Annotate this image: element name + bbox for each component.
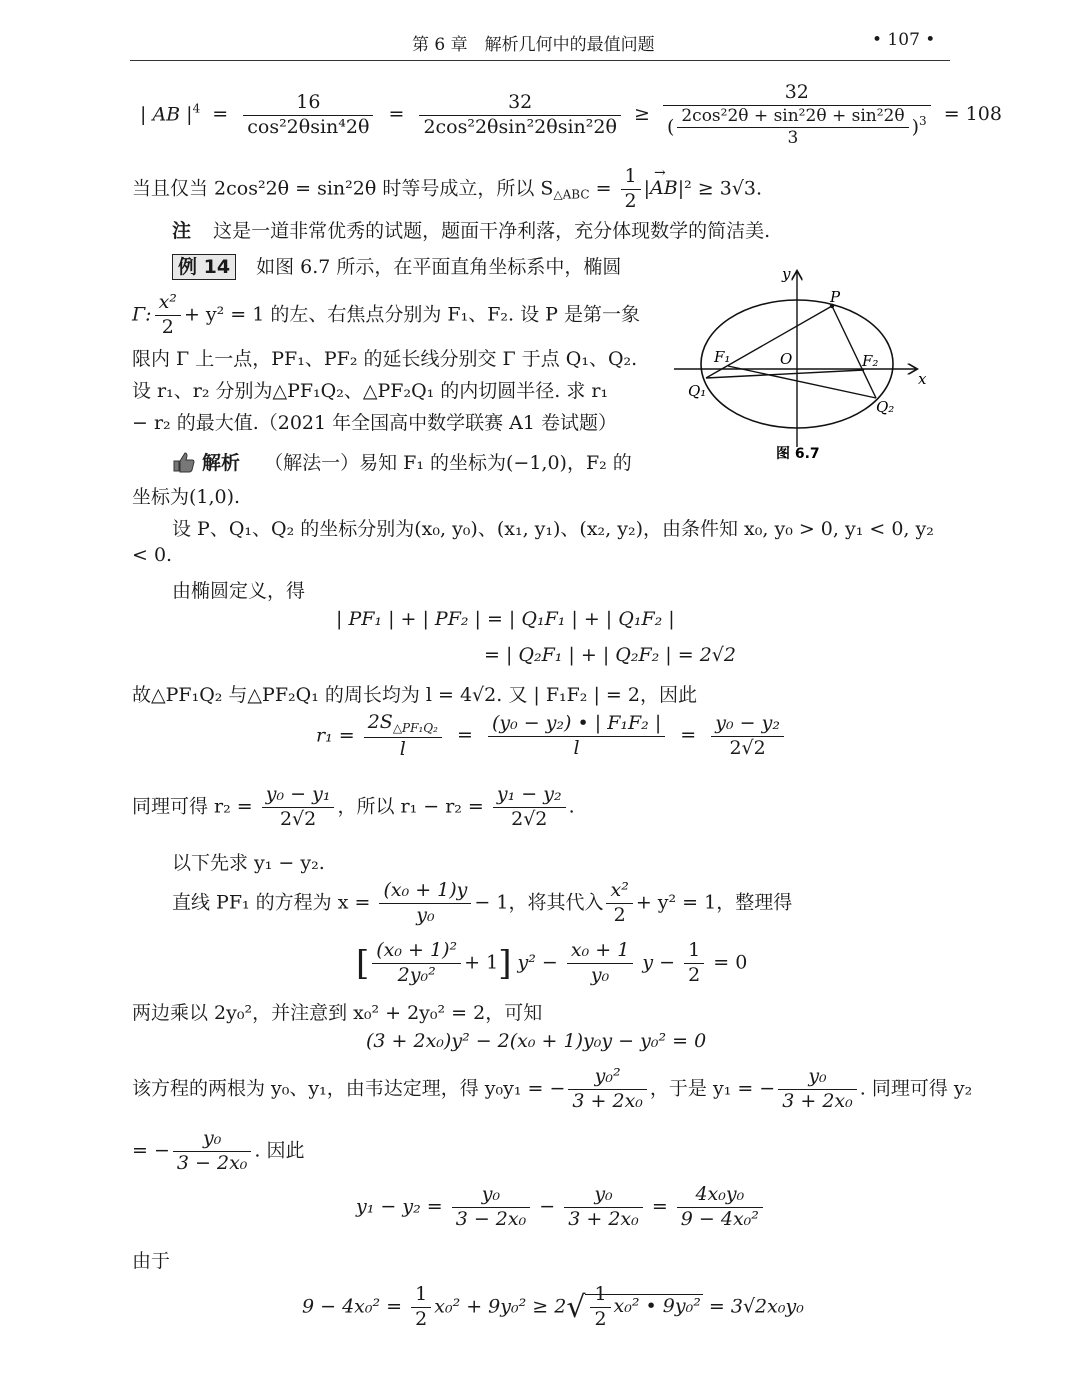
solution-line-2: 坐标为(1,0). — [132, 486, 241, 508]
eq-lhs: | AB | — [140, 103, 193, 126]
para-coordinates-cont: < 0. — [132, 544, 173, 566]
example-line-2: Γ: $\frac{\text{x²}}{2}$ + y² = 1 的左、右焦点分别为 F₁、F₂. 设 P 是第一象 — [132, 291, 640, 338]
line-q1f2 — [706, 370, 864, 378]
para-y2: = − $\frac{\text{y₀}}{\text{3 − 2x₀}}$ . 因此 — [132, 1127, 305, 1174]
example-label: 例 14 — [172, 254, 236, 280]
para-since: 由于 — [132, 1250, 171, 1272]
equation-ab4: | AB $|^4$ = $\frac{16}{\text{cos²2θsin⁴2θ}}$ = $\frac{32}{\text{2cos²2θsin²2θsin²2θ}}$ ≥ 32 ( $\frac{\text{2cos²2θ + sin²2θ + sin²2θ}}{3}$ )$^3$ = 108 — [140, 81, 1002, 149]
para-multiply: 两边乘以 2y₀²，并注意到 x₀² + 2y₀² = 2，可知 — [132, 1002, 543, 1024]
thumbs-up-icon — [172, 451, 196, 473]
ellipse-diagram — [666, 262, 946, 467]
figure-6-7 — [666, 262, 946, 467]
equation-quadratic: (3 + 2x₀)y² − 2(x₀ + 1)y₀y − y₀² = 0 — [366, 1030, 707, 1052]
fraction-bounded: 32 ( $\frac{\text{2cos²2θ + sin²2θ + sin²2θ}}{3}$ )$^3$ — [663, 82, 931, 149]
fraction: $\frac{16}{\text{cos²2θsin⁴2θ}}$ — [243, 92, 373, 139]
example-line-4: 设 r₁、r₂ 分别为△PF₁Q₂、△PF₂Q₁ 的内切圆半径. 求 r₁ — [132, 380, 609, 402]
equation-def-2: = | Q₂F₁ | + | Q₂F₂ | = 2√2 — [484, 644, 736, 666]
solution-label: 解析 — [202, 452, 241, 474]
equation-r1: r₁ = $\frac{2S_{\triangle PF_1Q_2}}{l}$ = $\frac{\text{(y₀ − y₂) • | F₁F₂ |}}{l}$ = $\frac{\text{y₀ − y₂}}{2√2}$ — [316, 712, 787, 761]
label-q2: Q₂ — [876, 398, 895, 416]
label-origin: O — [780, 350, 793, 368]
para-perimeter: 故△PF₁Q₂ 与△PF₂Q₁ 的周长均为 l = 4√2. 又 | F₁F₂ | = 2，因此 — [132, 684, 697, 706]
example-line-5: − r₂ 的最大值.（2021 年全国高中数学联赛 A1 卷试题） — [132, 412, 618, 434]
example-line-1: 例 14 如图 6.7 所示，在平面直角坐标系中，椭圆 — [172, 252, 621, 279]
para-vieta: 该方程的两根为 y₀、y₁，由韦达定理，得 y₀y₁ = − $\frac{\text{y₀²}}{\text{3 + 2x₀}}$ ，于是 y₁ = − $\frac{\text{y₀}}{\text{3 + 2x₀}}$ . 同理可得 y₂ — [132, 1065, 973, 1112]
line-pf1q1 — [706, 306, 832, 378]
label-f1: F₁ — [714, 348, 731, 366]
equation-def-1: | PF₁ | + | PF₂ | = | Q₁F₁ | + | Q₁F₂ | — [336, 608, 675, 630]
label-x: x — [918, 370, 927, 388]
label-f2: F₂ — [862, 352, 879, 370]
note-line: 注 这是一道非常优秀的试题，题面干净利落，充分体现数学的简洁美. — [172, 220, 771, 242]
equation-substituted: [ $\frac{\text{(x₀ + 1)²}}{\text{2y₀²}}$ + 1] y² − $\frac{\text{x₀ + 1}}{\text{y₀}}$ y − $\frac{1}{2}$ = 0 — [356, 939, 748, 986]
fraction: $\frac{32}{\text{2cos²2θsin²2θsin²2θ}}$ — [419, 92, 620, 139]
running-header-chapter: 第 6 章 解析几何中的最值问题 — [412, 35, 655, 55]
equation-diff: y₁ − y₂ = $\frac{\text{y₀}}{\text{3 − 2x₀}}$ − $\frac{\text{y₀}}{\text{3 + 2x₀}}$ = $\frac{\text{4x₀y₀}}{\text{9 − 4x₀²}}$ — [356, 1184, 766, 1231]
note-label: 注 — [172, 220, 192, 242]
para-r2: 同理可得 r₂ = $\frac{\text{y₀ − y₁}}{2√2}$ ，所以 r₁ − r₂ = $\frac{\text{y₁ − y₂}}{2√2}$ . — [132, 783, 575, 830]
example-line-3: 限内 Γ 上一点，PF₁、PF₂ 的延长线分别交 Γ 于点 Q₁、Q₂. — [132, 348, 638, 370]
label-p: P — [830, 288, 841, 306]
solution-line-1: 解析 （解法一）易知 F₁ 的坐标为(−1,0)，F₂ 的 — [172, 448, 632, 475]
para-find-diff: 以下先求 y₁ − y₂. — [172, 852, 325, 874]
header-rule — [130, 60, 950, 61]
para-ellipse-def: 由椭圆定义，得 — [172, 580, 306, 602]
label-q1: Q₁ — [688, 382, 707, 400]
label-y: y — [782, 265, 791, 283]
vector-ab: → AB — [650, 165, 678, 200]
page-number: • 107 • — [872, 30, 936, 50]
para-coordinates: 设 P、Q₁、Q₂ 的坐标分别为(x₀, y₀)、(x₁, y₁)、(x₂, y₂)，由条件知 x₀, y₀ > 0, y₁ < 0, y₂ — [172, 518, 934, 540]
figure-caption: 图 6.7 — [776, 446, 820, 462]
equation-amgm: 9 − 4x₀² = $\frac{1}{2}$ x₀² + 9y₀² ≥ 2√ $\frac{1}{2}$ x₀² • 9y₀² = 3√2x₀y₀ — [302, 1283, 804, 1330]
equality-condition-line: 当且仅当 2cos²2θ = sin²2θ 时等号成立，所以 $S_{\triangle ABC}$ = $\frac{1}{2}$ | → AB|² ≥ 3√3. — [132, 165, 763, 212]
para-line-pf1: 直线 PF₁ 的方程为 x = $\frac{\text{(x₀ + 1)y}}{\text{y₀}}$ − 1，将其代入 $\frac{\text{x²}}{2}$ + y² = 1，整理得 — [172, 879, 793, 926]
